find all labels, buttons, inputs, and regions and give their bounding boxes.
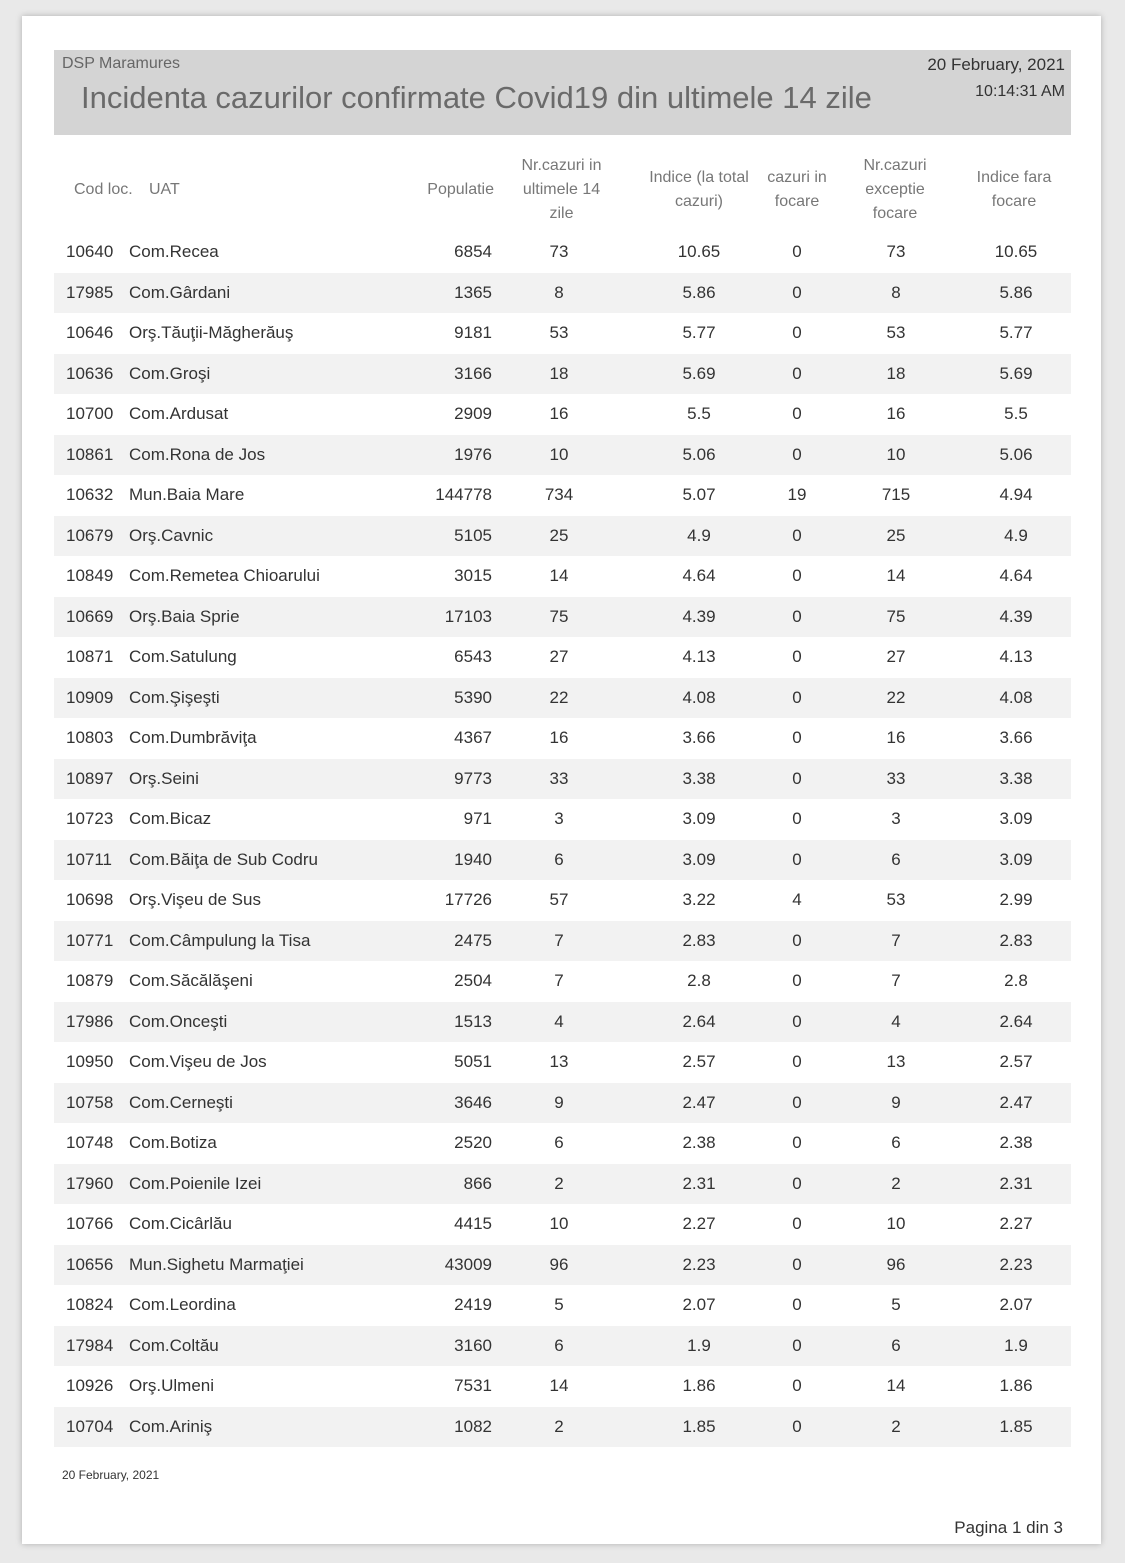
- cell-indice-fara: 2.83: [999, 930, 1033, 950]
- cell-focare: 0: [792, 1254, 802, 1274]
- col-header-nr-cazuri: Nr.cazuri in ultimele 14 zile: [521, 157, 602, 222]
- cell-populatie: 17103: [444, 606, 492, 626]
- cell-indice: 5.69: [682, 363, 716, 383]
- table-header: [54, 140, 1071, 240]
- cell-focare: 0: [792, 525, 802, 545]
- cell-populatie: 6543: [454, 647, 492, 666]
- cell-indice: 5.06: [682, 444, 716, 464]
- cell-nr-cazuri: 73: [549, 242, 569, 261]
- cell-indice-fara: 2.38: [999, 1133, 1033, 1152]
- cell-cod: 10698: [66, 890, 114, 909]
- cell-populatie: 1513: [454, 1011, 492, 1031]
- cell-indice-fara: 2.57: [999, 1052, 1033, 1071]
- cell-cod: 10704: [66, 1416, 114, 1436]
- cell-focare: 0: [792, 971, 802, 990]
- cell-uat: Orş.Baia Sprie: [129, 606, 240, 626]
- cell-focare: 0: [792, 444, 802, 464]
- cell-indice-fara: 2.99: [999, 890, 1033, 909]
- table-row: [54, 1083, 1071, 1124]
- cell-exceptie: 33: [886, 768, 906, 788]
- cell-nr-cazuri: 33: [549, 768, 569, 788]
- table-row: [54, 880, 1071, 921]
- cell-indice: 2.57: [682, 1052, 716, 1071]
- table-row: [54, 597, 1071, 638]
- table-row: [54, 637, 1071, 678]
- cell-indice: 4.9: [687, 525, 711, 545]
- cell-nr-cazuri: 16: [549, 728, 569, 747]
- cell-uat: Com.Poienile Izei: [129, 1173, 262, 1193]
- cell-indice: 10.65: [677, 242, 721, 261]
- cell-populatie: 2520: [454, 1133, 492, 1152]
- cell-indice-fara: 3.38: [999, 768, 1033, 788]
- cell-exceptie: 2: [891, 1416, 901, 1436]
- cell-focare: 0: [792, 1173, 802, 1193]
- cell-exceptie: 27: [886, 647, 906, 666]
- cell-indice: 5.5: [687, 404, 711, 423]
- cell-cod: 10640: [66, 242, 114, 261]
- cell-exceptie: 9: [891, 1092, 901, 1112]
- cell-focare: 0: [792, 404, 802, 423]
- cell-focare: 0: [792, 1376, 802, 1395]
- table-row: [54, 961, 1071, 1002]
- cell-uat: Com.Cerneşti: [129, 1092, 233, 1112]
- cell-cod: 10646: [66, 323, 114, 342]
- cell-exceptie: 22: [886, 687, 906, 707]
- cell-indice-fara: 5.5: [1004, 404, 1028, 423]
- footer-date: 20 February, 2021: [62, 1468, 160, 1482]
- cell-indice-fara: 2.47: [999, 1092, 1033, 1112]
- cell-exceptie: 25: [886, 525, 906, 545]
- cell-uat: Com.Remetea Chioarului: [129, 566, 320, 585]
- cell-uat: Com.Groşi: [129, 363, 211, 383]
- cell-nr-cazuri: 4: [554, 1011, 564, 1031]
- cell-uat: Com.Ardusat: [129, 404, 229, 423]
- cell-populatie: 6854: [454, 242, 492, 261]
- cell-populatie: 1976: [454, 444, 492, 464]
- cell-focare: 0: [792, 930, 802, 950]
- cell-uat: Orş.Cavnic: [129, 525, 214, 545]
- cell-indice-fara: 2.27: [999, 1214, 1033, 1233]
- cell-uat: Com.Coltău: [129, 1335, 219, 1355]
- cell-nr-cazuri: 57: [549, 890, 569, 909]
- cell-indice: 1.85: [682, 1416, 716, 1436]
- table-row: [54, 921, 1071, 962]
- cell-cod: 10636: [66, 363, 114, 383]
- table-row: [54, 1204, 1071, 1245]
- table-row: [54, 759, 1071, 800]
- cell-nr-cazuri: 6: [554, 1133, 564, 1152]
- table-row: [54, 232, 1071, 273]
- cell-indice: 2.47: [682, 1092, 716, 1112]
- cell-populatie: 3646: [454, 1092, 492, 1112]
- cell-cod: 17960: [66, 1173, 114, 1193]
- cell-exceptie: 6: [891, 849, 901, 869]
- report-time: 10:14:31 AM: [975, 83, 1065, 100]
- cell-indice: 2.83: [682, 930, 716, 950]
- table-row: [54, 678, 1071, 719]
- cell-cod: 10748: [66, 1133, 114, 1152]
- cell-nr-cazuri: 9: [554, 1092, 564, 1112]
- cell-nr-cazuri: 75: [549, 606, 569, 626]
- table-row: [54, 273, 1071, 314]
- table-row: [54, 313, 1071, 354]
- cell-uat: Com.Bicaz: [129, 809, 212, 828]
- cell-indice: 2.27: [682, 1214, 716, 1233]
- cell-exceptie: 14: [886, 1376, 906, 1395]
- cell-exceptie: 16: [886, 404, 906, 423]
- cell-populatie: 3166: [454, 363, 492, 383]
- cell-cod: 10950: [66, 1052, 114, 1071]
- cell-indice: 4.08: [682, 687, 716, 707]
- cell-cod: 10679: [66, 525, 114, 545]
- cell-uat: Com.Cicârlău: [129, 1214, 232, 1233]
- cell-indice: 2.07: [682, 1295, 716, 1314]
- cell-focare: 0: [792, 282, 802, 302]
- cell-exceptie: 75: [886, 606, 906, 626]
- cell-nr-cazuri: 7: [554, 971, 564, 990]
- cell-nr-cazuri: 8: [554, 282, 564, 302]
- cell-indice-fara: 4.64: [999, 566, 1033, 585]
- cell-exceptie: 10: [886, 444, 906, 464]
- cell-nr-cazuri: 10: [549, 444, 569, 464]
- table-row: [54, 1366, 1071, 1407]
- cell-cod: 10758: [66, 1092, 114, 1112]
- cell-indice-fara: 10.65: [994, 242, 1038, 261]
- cell-indice-fara: 5.69: [999, 363, 1033, 383]
- cell-populatie: 144778: [435, 485, 492, 504]
- table-row: [54, 1123, 1071, 1164]
- cell-uat: Com.Onceşti: [129, 1011, 228, 1031]
- cell-indice-fara: 4.08: [999, 687, 1033, 707]
- cell-cod: 10909: [66, 687, 114, 707]
- cell-exceptie: 18: [886, 363, 906, 383]
- col-header-focare: cazuri in focare: [767, 169, 827, 210]
- cell-nr-cazuri: 18: [549, 363, 569, 383]
- cell-cod: 10711: [66, 849, 113, 869]
- cell-cod: 10656: [66, 1254, 114, 1274]
- cell-cod: 10723: [66, 809, 114, 828]
- table-row: [54, 475, 1071, 516]
- cell-indice-fara: 5.77: [999, 323, 1033, 342]
- cell-cod: 10700: [66, 404, 114, 423]
- cell-focare: 0: [792, 242, 802, 261]
- cell-indice: 2.23: [682, 1254, 716, 1274]
- cell-uat: Orş.Tăuţii-Măgherăuş: [129, 323, 294, 342]
- cell-exceptie: 8: [891, 282, 901, 302]
- org-name: DSP Maramures: [62, 55, 180, 72]
- cell-populatie: 3160: [454, 1335, 492, 1355]
- cell-uat: Com.Gârdani: [129, 282, 231, 302]
- cell-exceptie: 73: [886, 242, 906, 261]
- cell-indice-fara: 1.9: [1004, 1335, 1028, 1355]
- cell-populatie: 5390: [454, 687, 492, 707]
- cell-exceptie: 10: [886, 1214, 906, 1233]
- cell-populatie: 43009: [444, 1254, 492, 1274]
- cell-uat: Com.Şişeşti: [129, 687, 220, 707]
- cell-populatie: 9181: [454, 323, 492, 342]
- report-header-banner: [54, 50, 1071, 135]
- cell-focare: 4: [792, 890, 802, 909]
- cell-uat: Com.Botiza: [129, 1133, 217, 1152]
- cell-nr-cazuri: 14: [549, 566, 569, 585]
- cell-cod: 10669: [66, 606, 114, 626]
- cell-uat: Orş.Ulmeni: [129, 1376, 215, 1395]
- cell-indice-fara: 5.86: [999, 282, 1033, 302]
- cell-focare: 0: [792, 566, 802, 585]
- cell-cod: 17984: [66, 1335, 114, 1355]
- cell-indice: 3.22: [682, 890, 716, 909]
- cell-nr-cazuri: 53: [549, 323, 569, 342]
- table-row: [54, 718, 1071, 759]
- cell-focare: 0: [792, 1295, 802, 1314]
- cell-indice-fara: 4.13: [999, 647, 1033, 666]
- cell-indice-fara: 2.23: [999, 1254, 1033, 1274]
- cell-indice: 4.39: [682, 606, 716, 626]
- cell-cod: 17985: [66, 282, 114, 302]
- cell-nr-cazuri: 13: [549, 1052, 569, 1071]
- cell-populatie: 2504: [454, 971, 492, 990]
- cell-indice: 5.86: [682, 282, 716, 302]
- cell-indice-fara: 1.85: [999, 1416, 1033, 1436]
- cell-cod: 10861: [66, 444, 114, 464]
- cell-nr-cazuri: 6: [554, 849, 564, 869]
- col-header-populatie: Populatie: [427, 181, 494, 198]
- cell-exceptie: 6: [891, 1335, 901, 1355]
- cell-focare: 0: [792, 323, 802, 342]
- cell-cod: 17986: [66, 1011, 114, 1031]
- cell-uat: Mun.Baia Mare: [129, 485, 245, 504]
- cell-focare: 0: [792, 1133, 802, 1152]
- cell-populatie: 2475: [454, 930, 492, 950]
- cell-nr-cazuri: 7: [554, 930, 564, 950]
- cell-populatie: 17726: [444, 890, 492, 909]
- cell-indice-fara: 3.09: [999, 849, 1033, 869]
- table-row: [54, 1042, 1071, 1083]
- cell-uat: Orş.Seini: [129, 768, 199, 788]
- cell-exceptie: 53: [886, 890, 906, 909]
- cell-nr-cazuri: 22: [549, 687, 569, 707]
- cell-focare: 0: [792, 1011, 802, 1031]
- cell-populatie: 7531: [454, 1376, 492, 1395]
- cell-nr-cazuri: 734: [544, 485, 574, 504]
- cell-indice: 2.31: [682, 1173, 716, 1193]
- col-header-indice-fara: Indice fara focare: [976, 169, 1052, 210]
- cell-populatie: 971: [463, 809, 492, 828]
- cell-exceptie: 13: [886, 1052, 906, 1071]
- cell-indice-fara: 2.31: [999, 1173, 1033, 1193]
- cell-uat: Com.Rona de Jos: [129, 444, 266, 464]
- cell-indice: 2.38: [682, 1133, 716, 1152]
- cell-exceptie: 53: [886, 323, 906, 342]
- table-row: [54, 516, 1071, 557]
- cell-nr-cazuri: 25: [549, 525, 569, 545]
- table-row: [54, 1164, 1071, 1205]
- cell-indice: 5.77: [682, 323, 716, 342]
- cell-populatie: 5105: [454, 525, 492, 545]
- cell-nr-cazuri: 6: [554, 1335, 564, 1355]
- cell-exceptie: 7: [891, 971, 901, 990]
- cell-focare: 0: [792, 728, 802, 747]
- cell-cod: 10824: [66, 1295, 114, 1314]
- cell-populatie: 4367: [454, 728, 492, 747]
- cell-populatie: 3015: [454, 566, 492, 585]
- cell-populatie: 2909: [454, 404, 492, 423]
- cell-cod: 10879: [66, 971, 114, 990]
- cell-focare: 0: [792, 809, 802, 828]
- table-row: [54, 1002, 1071, 1043]
- cell-populatie: 9773: [454, 768, 492, 788]
- cell-indice-fara: 5.06: [999, 444, 1033, 464]
- cell-focare: 0: [792, 768, 802, 788]
- cell-exceptie: 14: [886, 566, 906, 585]
- page-number: Pagina 1 din 3: [954, 1518, 1063, 1537]
- cell-cod: 10849: [66, 566, 114, 585]
- cell-exceptie: 6: [891, 1133, 901, 1152]
- cell-indice: 3.09: [682, 849, 716, 869]
- cell-indice: 4.13: [682, 647, 716, 666]
- cell-populatie: 1082: [454, 1416, 492, 1436]
- cell-nr-cazuri: 16: [549, 404, 569, 423]
- cell-uat: Com.Dumbrăviţa: [129, 728, 257, 747]
- cell-indice-fara: 4.94: [999, 485, 1033, 504]
- cell-populatie: 4415: [454, 1214, 492, 1233]
- cell-uat: Com.Ariniş: [129, 1416, 213, 1436]
- cell-uat: Com.Recea: [129, 242, 219, 261]
- col-header-uat: UAT: [149, 181, 180, 198]
- cell-indice: 1.86: [682, 1376, 716, 1395]
- cell-indice-fara: 4.39: [999, 606, 1033, 626]
- cell-indice: 3.66: [682, 728, 716, 747]
- cell-focare: 0: [792, 1214, 802, 1233]
- cell-exceptie: 96: [886, 1254, 906, 1274]
- report-page: [22, 16, 1101, 1544]
- cell-populatie: 866: [463, 1173, 492, 1193]
- cell-populatie: 1365: [454, 282, 492, 302]
- cell-indice: 3.09: [682, 809, 716, 828]
- table-row: [54, 354, 1071, 395]
- cell-nr-cazuri: 2: [554, 1173, 564, 1193]
- cell-populatie: 1940: [454, 849, 492, 869]
- table-row: [54, 1245, 1071, 1286]
- cell-cod: 10632: [66, 485, 114, 504]
- cell-uat: Orş.Vişeu de Sus: [129, 890, 261, 909]
- cell-indice: 1.9: [687, 1335, 711, 1355]
- report-title: Incidenta cazurilor confirmate Covid19 din ultimele 14 zile: [81, 80, 872, 115]
- cell-indice-fara: 2.07: [999, 1295, 1033, 1314]
- cell-indice-fara: 3.66: [999, 728, 1033, 747]
- cell-uat: Mun.Sighetu Marmaţiei: [129, 1254, 304, 1274]
- cell-cod: 10803: [66, 728, 114, 747]
- cell-indice: 5.07: [682, 485, 716, 504]
- cell-focare: 0: [792, 1052, 802, 1071]
- cell-nr-cazuri: 27: [549, 647, 569, 666]
- cell-exceptie: 2: [891, 1173, 901, 1193]
- cell-cod: 10926: [66, 1376, 114, 1395]
- cell-uat: Com.Vişeu de Jos: [129, 1052, 267, 1071]
- cell-nr-cazuri: 3: [554, 809, 564, 828]
- table-row: [54, 1326, 1071, 1367]
- cell-exceptie: 715: [881, 485, 911, 504]
- cell-focare: 0: [792, 1092, 802, 1112]
- cell-focare: 0: [792, 687, 802, 707]
- cell-indice-fara: 3.09: [999, 809, 1033, 828]
- table-row: [54, 1285, 1071, 1326]
- cell-focare: 0: [792, 1335, 802, 1355]
- table-body: [54, 232, 1071, 1447]
- cell-cod: 10771: [66, 930, 114, 950]
- cell-nr-cazuri: 2: [554, 1416, 564, 1436]
- col-header-exceptie: Nr.cazuri exceptie focare: [863, 157, 927, 222]
- cell-focare: 0: [792, 606, 802, 626]
- cell-cod: 10766: [66, 1214, 114, 1233]
- cell-nr-cazuri: 5: [554, 1295, 564, 1314]
- col-header-indice: Indice (la total cazuri): [649, 169, 749, 210]
- cell-nr-cazuri: 10: [549, 1214, 569, 1233]
- table-row: [54, 556, 1071, 597]
- cell-focare: 0: [792, 1416, 802, 1436]
- cell-indice-fara: 1.86: [999, 1376, 1033, 1395]
- cell-focare: 0: [792, 849, 802, 869]
- cell-exceptie: 5: [891, 1295, 901, 1314]
- cell-exceptie: 16: [886, 728, 906, 747]
- cell-indice: 3.38: [682, 768, 716, 788]
- cell-uat: Com.Săcălăşeni: [129, 971, 253, 990]
- cell-exceptie: 3: [891, 809, 901, 828]
- cell-indice-fara: 2.64: [999, 1011, 1033, 1031]
- cell-indice: 4.64: [682, 566, 716, 585]
- cell-focare: 0: [792, 647, 802, 666]
- cell-populatie: 5051: [454, 1052, 492, 1071]
- cell-nr-cazuri: 96: [549, 1254, 569, 1274]
- cell-indice-fara: 2.8: [1004, 971, 1028, 990]
- cell-uat: Com.Satulung: [129, 647, 237, 666]
- cell-cod: 10871: [66, 647, 114, 666]
- cell-uat: Com.Leordina: [129, 1295, 236, 1314]
- cell-uat: Com.Câmpulung la Tisa: [129, 930, 311, 950]
- table-row: [54, 435, 1071, 476]
- cell-indice: 2.64: [682, 1011, 716, 1031]
- cell-indice-fara: 4.9: [1004, 525, 1028, 545]
- table-row: [54, 840, 1071, 881]
- cell-indice: 2.8: [687, 971, 711, 990]
- col-header-cod: Cod loc.: [74, 181, 133, 198]
- cell-populatie: 2419: [454, 1295, 492, 1314]
- table-row: [54, 1407, 1071, 1448]
- report-date: 20 February, 2021: [927, 55, 1065, 74]
- cell-focare: 0: [792, 363, 802, 383]
- cell-focare: 19: [787, 485, 807, 504]
- cell-nr-cazuri: 14: [549, 1376, 569, 1395]
- cell-uat: Com.Băiţa de Sub Codru: [129, 849, 318, 869]
- cell-cod: 10897: [66, 768, 114, 788]
- cell-exceptie: 7: [891, 930, 901, 950]
- cell-exceptie: 4: [891, 1011, 901, 1031]
- table-row: [54, 394, 1071, 435]
- table-row: [54, 799, 1071, 840]
